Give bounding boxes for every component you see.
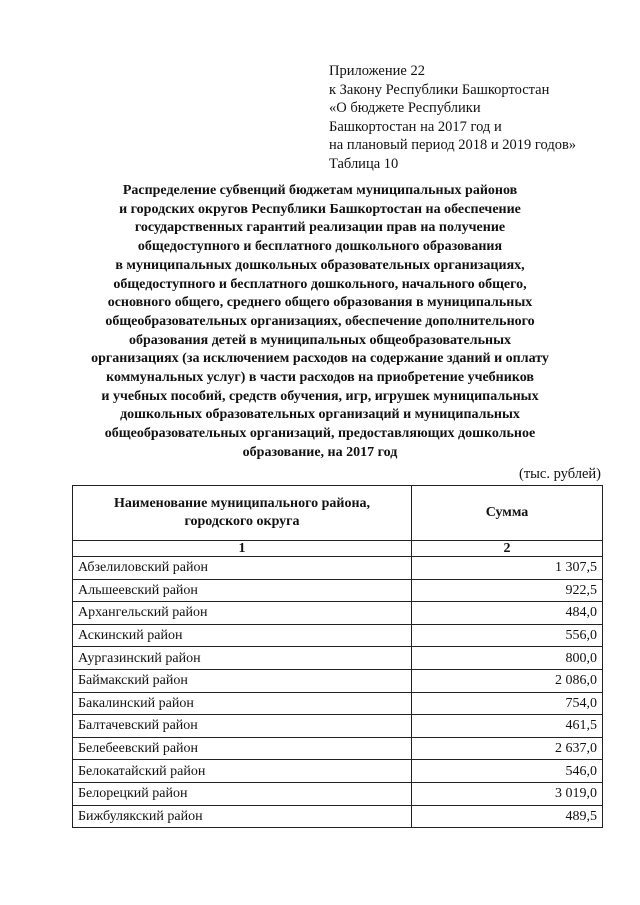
header-name-line: Наименование муниципального района, (113, 496, 371, 511)
appendix-line: Башкортостан на 2017 год и (329, 118, 502, 135)
title-line: общеобразовательных организациях, обеспечение дополнительного (105, 313, 535, 329)
amount: 1 307,5 (412, 557, 603, 580)
table-row (73, 782, 603, 805)
table-row (73, 579, 603, 602)
table-row (73, 760, 603, 783)
document-title (70, 182, 570, 463)
title-line: общеобразовательных организаций, предоставляющих дошкольное (104, 426, 536, 442)
appendix-line: «О бюджете Республики (329, 100, 481, 117)
appendix-reference (329, 62, 629, 174)
header-name (73, 486, 412, 541)
title-line: коммунальных услуг) в части расходов на приобретение учебников (106, 370, 534, 386)
column-number: 1 (73, 541, 412, 557)
district-name: Альшеевский район (73, 579, 412, 602)
amount: 546,0 (412, 760, 603, 783)
district-name: Балтачевский район (73, 715, 412, 738)
district-name: Бакалинский район (73, 692, 412, 715)
title-line: и учебных пособий, средств обучения, игр, игрушек муниципальных (101, 388, 539, 404)
table-row (73, 737, 603, 760)
header-sum: Сумма (412, 486, 603, 541)
amount: 556,0 (412, 624, 603, 647)
appendix-line: к Закону Республики Башкортостан (329, 81, 550, 98)
amount: 2 637,0 (412, 737, 603, 760)
title-line: образования детей в муниципальных общеобразовательных (128, 332, 512, 348)
table-row (73, 602, 603, 625)
amount: 2 086,0 (412, 669, 603, 692)
district-name: Белорецкий район (73, 782, 412, 805)
table-row (73, 692, 603, 715)
title-line: в муниципальных дошкольных образовательных организациях, (115, 257, 525, 273)
district-name: Белокатайский район (73, 760, 412, 783)
district-name: Белебеевский район (73, 737, 412, 760)
district-name: Аургазинский район (73, 647, 412, 670)
amount: 800,0 (412, 647, 603, 670)
appendix-line: Приложение 22 (329, 63, 425, 79)
table-row (73, 624, 603, 647)
district-name: Бижбулякский район (73, 805, 412, 828)
title-line: дошкольных образовательных организаций и муниципальных (120, 407, 520, 423)
table-row (73, 805, 603, 828)
district-name: Аскинский район (73, 624, 412, 647)
title-line: образование, на 2017 год (242, 444, 398, 460)
table-header-row (73, 486, 603, 541)
appendix-line: на плановый период 2018 и 2019 годов» (329, 137, 577, 154)
amount: 484,0 (412, 602, 603, 625)
table-row (73, 557, 603, 580)
table-row (73, 647, 603, 670)
table-row (73, 669, 603, 692)
title-line: общедоступного и бесплатного дошкольного образования (137, 239, 503, 255)
amount: 922,5 (412, 579, 603, 602)
header-name-line: городского округа (184, 514, 300, 529)
title-line: основного общего, среднего общего образования в муниципальных (107, 295, 533, 311)
title-line: организациях (за исключением расходов на содержание зданий и оплату (91, 351, 549, 367)
amount: 3 019,0 (412, 782, 603, 805)
unit-label: (тыс. рублей) (519, 466, 601, 482)
table-number: Таблица 10 (329, 155, 399, 172)
title-line: общедоступного и бесплатного дошкольного, начального общего, (113, 276, 527, 292)
amount: 754,0 (412, 692, 603, 715)
table-row (73, 715, 603, 738)
title-line: Распределение субвенций бюджетам муниципальных районов (122, 183, 518, 198)
district-name: Архангельский район (73, 602, 412, 625)
title-line: и городских округов Республики Башкортостан на обеспечение (119, 201, 521, 217)
district-name: Абзелиловский район (73, 557, 412, 580)
district-name: Баймакский район (73, 669, 412, 692)
subsidy-table (72, 485, 603, 828)
column-number-row (73, 541, 603, 557)
amount: 461,5 (412, 715, 603, 738)
column-number: 2 (412, 541, 603, 557)
title-line: государственных гарантий реализации прав на получение (134, 220, 506, 236)
amount: 489,5 (412, 805, 603, 828)
